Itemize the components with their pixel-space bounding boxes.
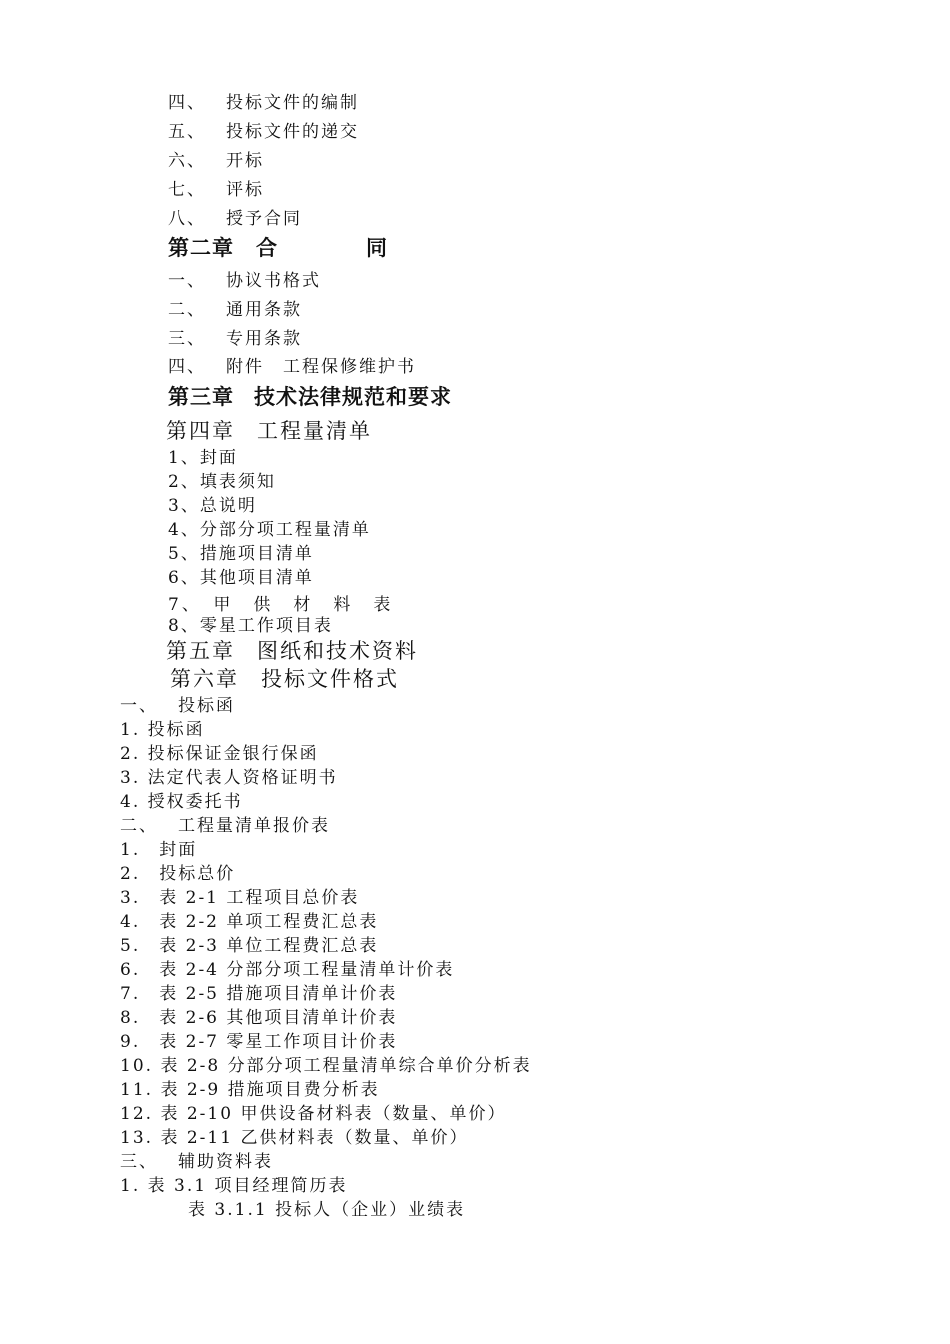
section-title: 投标函 [178,696,235,716]
section2-item: 3. 表 2-1 工程项目总价表 [120,888,360,908]
section-number: 二、 [120,816,158,836]
chapter3-heading [168,381,452,411]
section2-item: 7. 表 2-5 措施项目清单计价表 [120,984,398,1004]
chapter1-item [168,117,359,142]
section2-item: 9. 表 2-7 零星工作项目计价表 [120,1032,398,1052]
chapter-title: 技术法律规范和要求 [254,384,452,409]
section1-item: 3. 法定代表人资格证明书 [120,768,338,788]
section2-item: 4. 表 2-2 单项工程费汇总表 [120,912,379,932]
item-number: 七、 [168,180,206,200]
chapter4-item: 8、零星工作项目表 [168,616,333,636]
item-number: 四、 [168,357,206,377]
section2-heading [120,811,330,836]
section2-item: 12. 表 2-10 甲供设备材料表（数量、单价） [120,1104,507,1124]
section-title: 工程量清单报价表 [178,816,330,836]
item-text: 投标文件的编制 [226,93,359,113]
chapter2-item [168,324,302,349]
section-number: 三、 [120,1152,158,1172]
section1-item: 1. 投标函 [120,720,205,740]
section3-item: 1. 表 3.1 项目经理简历表 [120,1176,348,1196]
chapter-title: 工程量清单 [257,419,372,443]
chapter6-heading [170,663,399,693]
chapter2-item [168,295,302,320]
item-text: 附件 工程保修维护书 [226,357,416,377]
section2-item: 8. 表 2-6 其他项目清单计价表 [120,1008,398,1028]
chapter2-item [168,352,416,377]
chapter-label: 第六章 [170,667,239,691]
chapter4-item: 5、措施项目清单 [168,544,314,564]
chapter-label: 第二章 [168,235,234,260]
item-number: 四、 [168,93,206,113]
section2-item: 5. 表 2-3 单位工程费汇总表 [120,936,379,956]
section3-subitem: 表 3.1.1 投标人（企业）业绩表 [188,1200,466,1220]
chapter-title-part: 同 [366,235,388,260]
section2-item: 13. 表 2-11 乙供材料表（数量、单价） [120,1128,469,1148]
chapter1-item [168,204,302,229]
item-text: 开标 [226,151,264,171]
chapter-label: 第五章 [166,639,235,663]
section-number: 一、 [120,696,158,716]
chapter-title-part: 合 [256,235,278,260]
section1-heading [120,691,235,716]
item-text: 专用条款 [226,329,302,349]
item-text: 投标文件的递交 [226,122,359,142]
chapter-title: 图纸和技术资料 [257,639,418,663]
item-number: 二、 [168,300,206,320]
chapter4-item: 6、其他项目清单 [168,568,314,588]
item-text: 协议书格式 [226,271,321,291]
item-text: 评标 [226,180,264,200]
section1-item: 4. 授权委托书 [120,792,243,812]
item-number: 八、 [168,209,206,229]
section2-item: 2. 投标总价 [120,864,236,884]
chapter4-item: 3、总说明 [168,496,257,516]
chapter-label: 第四章 [166,419,235,443]
section2-item: 6. 表 2-4 分部分项工程量清单计价表 [120,960,455,980]
section2-item: 11. 表 2-9 措施项目费分析表 [120,1080,380,1100]
item-number: 六、 [168,151,206,171]
section1-item: 2. 投标保证金银行保函 [120,744,319,764]
chapter4-item: 1、封面 [168,448,238,468]
section-title: 辅助资料表 [178,1152,273,1172]
chapter4-heading [166,415,372,445]
section2-item: 10. 表 2-8 分部分项工程量清单综合单价分析表 [120,1056,532,1076]
item-number: 一、 [168,271,206,291]
item-text: 授予合同 [226,209,302,229]
section2-item: 1. 封面 [120,840,198,860]
item-number: 三、 [168,329,206,349]
section3-heading [120,1147,273,1172]
chapter2-heading [168,232,388,262]
chapter-label: 第三章 [168,384,234,409]
chapter4-item: 4、分部分项工程量清单 [168,520,371,540]
chapter-title: 投标文件格式 [261,667,399,691]
chapter4-item: 7、 甲 供 材 料 表 [168,595,394,615]
chapter2-item [168,266,321,291]
chapter1-item [168,175,264,200]
item-number: 五、 [168,122,206,142]
chapter5-heading [166,635,418,665]
item-text: 通用条款 [226,300,302,320]
chapter1-item [168,146,264,171]
chapter1-item [168,88,359,113]
chapter4-item: 2、填表须知 [168,472,276,492]
